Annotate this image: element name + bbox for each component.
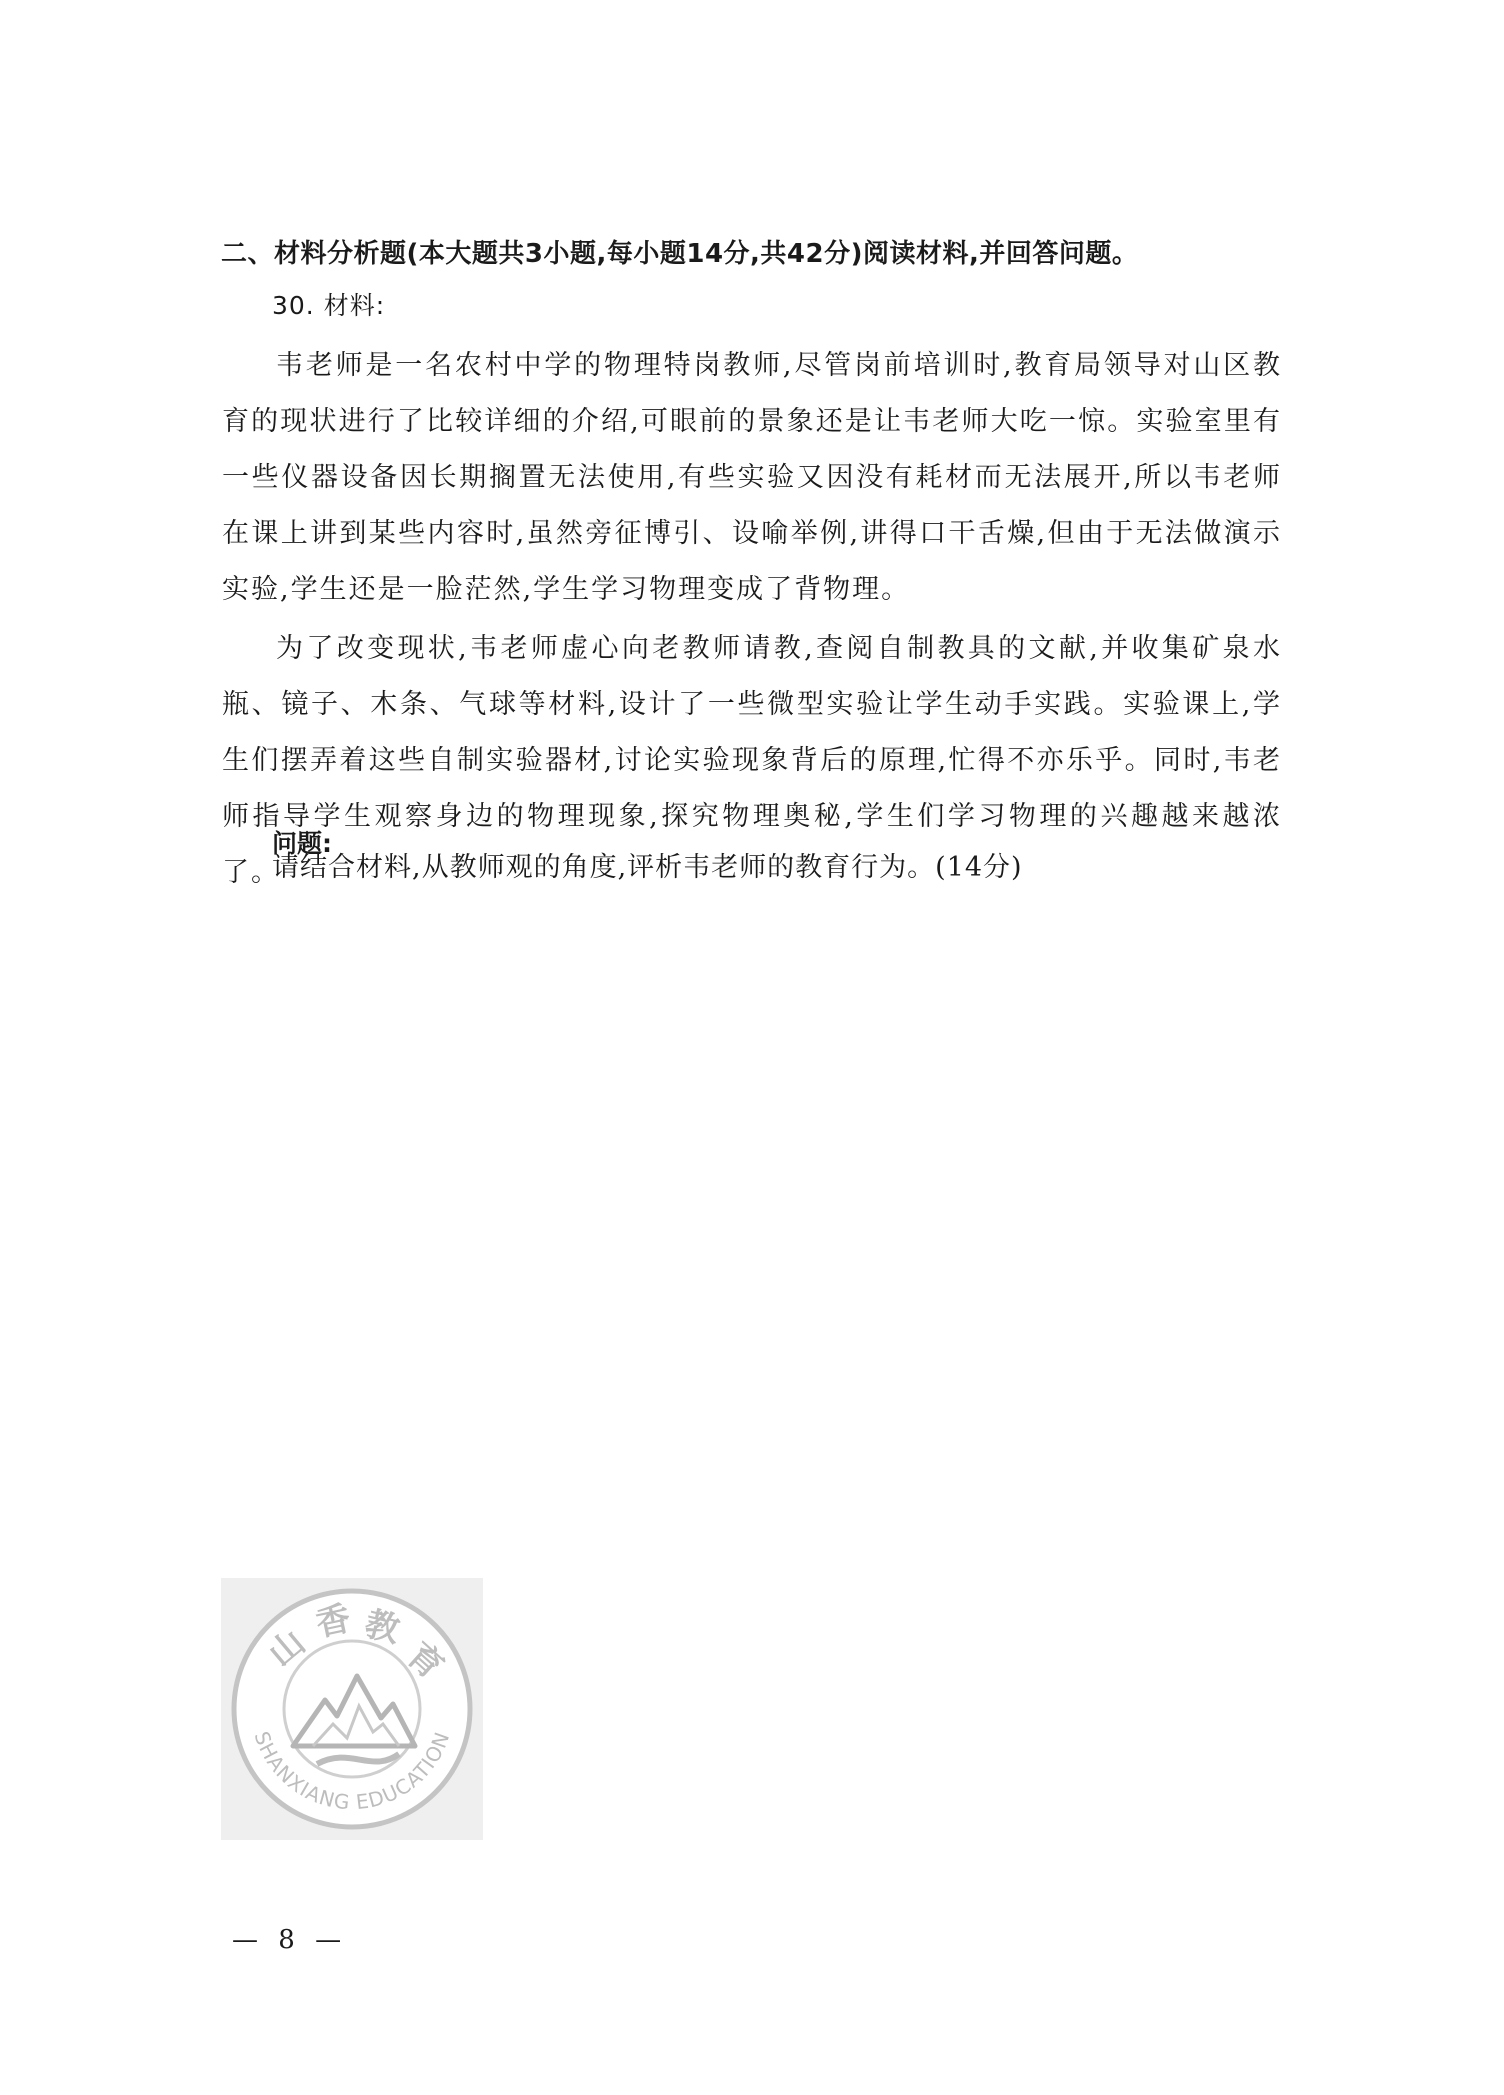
question-text: 请结合材料,从教师观的角度,评析韦老师的教育行为。(14分) (272, 852, 1023, 883)
svg-text:教: 教 (360, 1603, 404, 1651)
svg-text:山: 山 (261, 1622, 313, 1675)
page-number: — 8 — (232, 1925, 348, 1955)
logo-seal-icon (221, 1578, 483, 1840)
shanxiang-logo (221, 1578, 483, 1840)
material-paragraph: 韦老师是一名农村中学的物理特岗教师,尽管岗前培训时,教育局领导对山区教育的现状进行了比较详细的介绍,可眼前的景象还是让韦老师大吃一惊。实验室里有一些仪器设备因长期搁置无法使用,有些实验又因没有耗材而无法展开,所以韦老师在课上讲到某些内容时,虽然旁征博引、设喻举例,讲得口干舌燥,但由于无法做演示实验,学生还是一脸茫然,学生学习物理变成了背物理。 (222, 350, 1282, 605)
svg-text:育: 育 (398, 1634, 452, 1688)
svg-text:香: 香 (312, 1598, 355, 1645)
svg-text:SHANXIANG EDUCATION: SHANXIANG EDUCATION (249, 1728, 455, 1815)
material-paragraph: 为了改变现状,韦老师虚心向老教师请教,查阅自制教具的文献,并收集矿泉水瓶、镜子、木条、气球等材料,设计了一些微型实验让学生动手实践。实验课上,学生们摆弄着这些自制实验器材,讨论实验现象背后的原理,忙得不亦乐乎。同时,韦老师指导学生观察身边的物理现象,探究物理奥秘,学生们学习物理的兴趣越来越浓了。 (222, 633, 1282, 888)
material-text (222, 338, 1282, 904)
question-label: 问题: (272, 829, 332, 858)
section-heading: 二、材料分析题(本大题共3小题,每小题14分,共42分)阅读材料,并回答问题。 (221, 239, 1139, 269)
question-number: 30. 材料: (272, 291, 386, 320)
